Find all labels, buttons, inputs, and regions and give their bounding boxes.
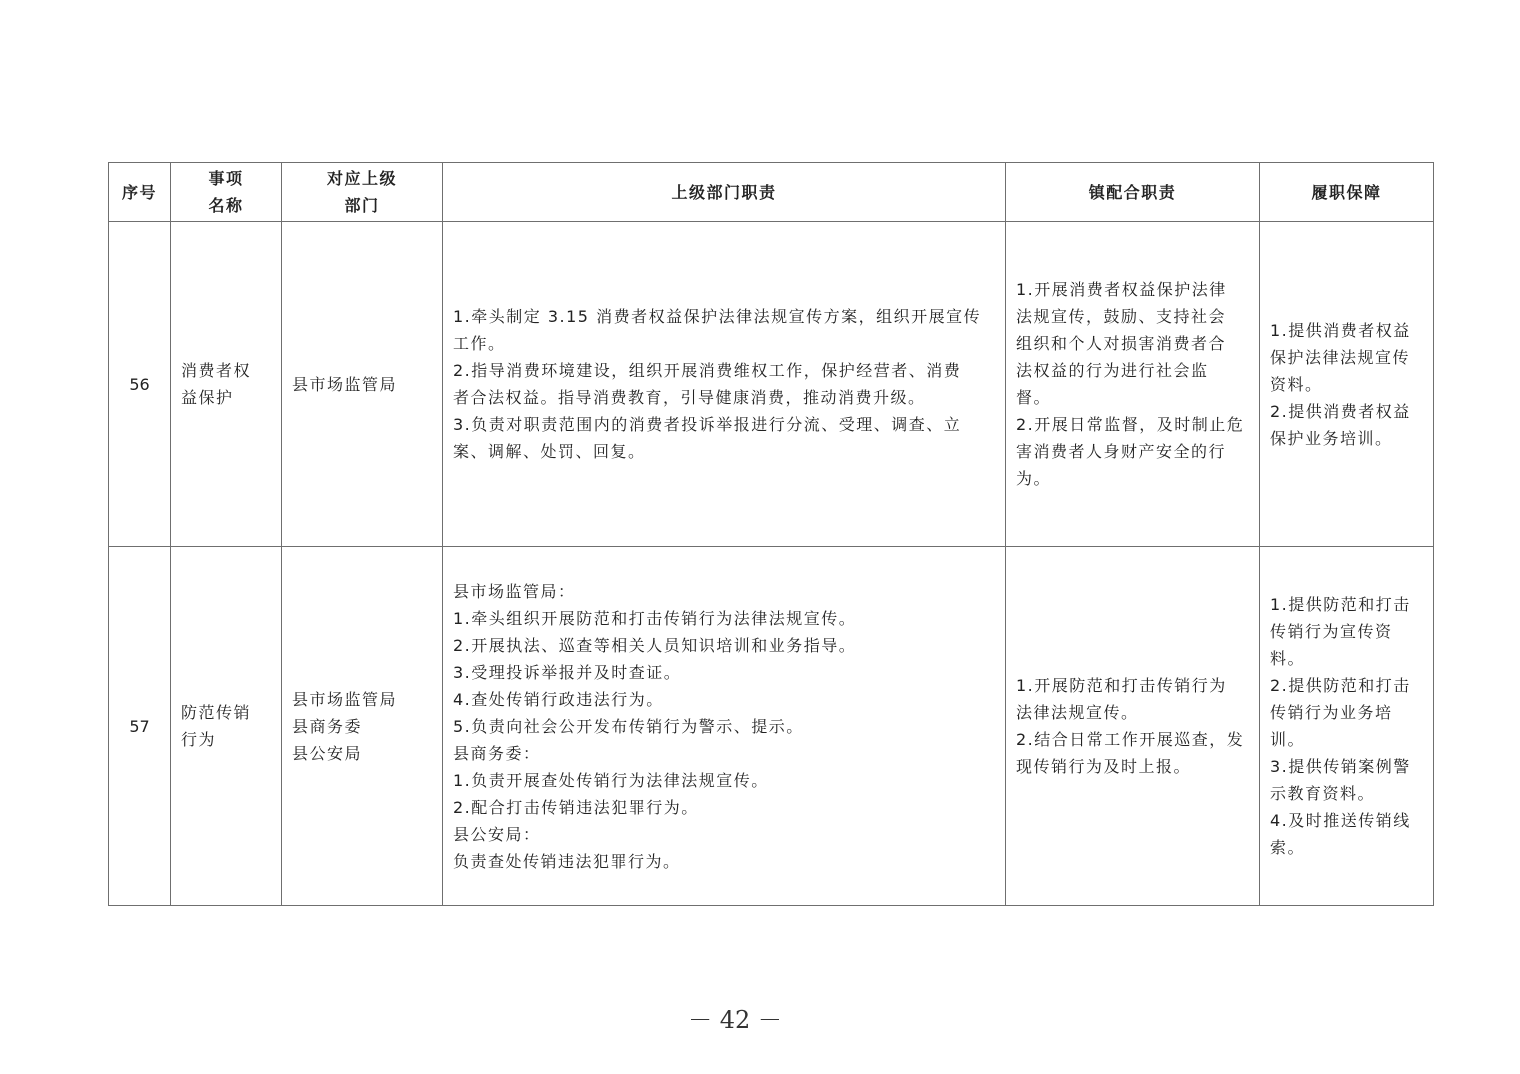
- guarantee-line: 传销行为业务培: [1270, 703, 1393, 722]
- header-item-name-line: 事项: [208, 169, 244, 188]
- row-guarantee: [1260, 547, 1434, 906]
- row-serial-number: 56: [109, 222, 171, 547]
- guarantee-line: 3.提供传销案例警: [1270, 757, 1411, 776]
- duty-line: 5.负责向社会公开发布传销行为警示、提示。: [453, 716, 804, 736]
- duty-line: 2.开展执法、巡查等相关人员知识培训和业务指导。: [453, 635, 857, 655]
- table-row: [109, 547, 1434, 906]
- header-guarantee: 履职保障: [1260, 163, 1434, 222]
- row-item-name: [171, 547, 282, 906]
- item-name-line: 行为: [181, 730, 217, 749]
- header-upper-department-line: 部门: [344, 196, 380, 215]
- duty-line: 4.查处传销行政违法行为。: [453, 689, 664, 709]
- duty-line: 1.牵头组织开展防范和打击传销行为法律法规宣传。: [453, 608, 857, 628]
- guarantee-line: 料。: [1270, 649, 1306, 668]
- duty-line: 1.牵头制定 3.15 消费者权益保护法律法规宣传方案，组织开展宣传: [453, 307, 982, 326]
- row-town-duties: [1006, 547, 1260, 906]
- town-duty-line: 法律法规宣传。: [1016, 703, 1139, 722]
- header-upper-department-line: 对应上级: [326, 169, 397, 188]
- department-line: 县公安局: [292, 743, 363, 763]
- row-upper-duties: [443, 547, 1006, 906]
- town-duty-line: 现传销行为及时上报。: [1016, 757, 1192, 776]
- town-duty-line: 为。: [1016, 469, 1052, 488]
- header-serial-number: 序号: [109, 163, 171, 222]
- header-upper-duties: 上级部门职责: [443, 163, 1006, 222]
- item-name-line: 消费者权: [181, 361, 252, 380]
- guarantee-line: 2.提供消费者权益: [1270, 401, 1411, 421]
- table-header-row: [109, 163, 1434, 222]
- row-upper-duties: [443, 222, 1006, 547]
- guarantee-line: 2.提供防范和打击: [1270, 676, 1411, 695]
- town-duty-line: 组织和个人对损害消费者合: [1016, 334, 1227, 353]
- row-guarantee: [1260, 222, 1434, 547]
- guarantee-line: 1.提供防范和打击: [1270, 595, 1411, 614]
- duty-line: 2.指导消费环境建设，组织开展消费维权工作，保护经营者、消费: [453, 361, 962, 380]
- duty-line: 县公安局：: [453, 824, 541, 844]
- department-line: 县市场监管局: [292, 374, 398, 394]
- header-item-name-line: 名称: [208, 196, 244, 215]
- duty-line: 负责查处传销违法犯罪行为。: [453, 851, 681, 871]
- guarantee-line: 4.及时推送传销线: [1270, 811, 1411, 830]
- row-upper-department: [282, 547, 443, 906]
- guarantee-line: 保护法律法规宣传: [1270, 347, 1411, 367]
- row-town-duties: [1006, 222, 1260, 547]
- duty-line: 县商务委：: [453, 743, 541, 763]
- header-town-duties: 镇配合职责: [1006, 163, 1260, 222]
- item-name-line: 防范传销: [181, 703, 252, 722]
- header-upper-department: [282, 163, 443, 222]
- duty-line: 工作。: [453, 334, 506, 353]
- town-duty-line: 1.开展防范和打击传销行为: [1016, 676, 1227, 695]
- duty-line: 案、调解、处罚、回复。: [453, 442, 646, 461]
- guarantee-line: 示教育资料。: [1270, 784, 1376, 803]
- duty-line: 者合法权益。指导消费教育，引导健康消费，推动消费升级。: [453, 388, 926, 407]
- row-serial-number: 57: [109, 547, 171, 906]
- department-line: 县市场监管局: [292, 689, 398, 709]
- guarantee-line: 训。: [1270, 730, 1306, 749]
- page-number: － 42 －: [688, 1006, 782, 1034]
- town-duty-line: 法权益的行为进行社会监: [1016, 361, 1209, 380]
- row-upper-department: [282, 222, 443, 547]
- town-duty-line: 法规宣传，鼓励、支持社会: [1016, 307, 1227, 326]
- duty-line: 3.受理投诉举报并及时查证。: [453, 662, 682, 682]
- town-duty-line: 2.开展日常监督，及时制止危: [1016, 415, 1245, 434]
- guarantee-line: 资料。: [1270, 374, 1323, 394]
- header-item-name: [171, 163, 282, 222]
- guarantee-line: 索。: [1270, 838, 1306, 857]
- duty-line: 1.负责开展查处传销行为法律法规宣传。: [453, 770, 769, 790]
- item-name-line: 益保护: [181, 388, 234, 407]
- department-line: 县商务委: [292, 716, 363, 736]
- duty-line: 3.负责对职责范围内的消费者投诉举报进行分流、受理、调查、立: [453, 415, 962, 434]
- table-row: [109, 222, 1434, 547]
- duty-table: [108, 162, 1434, 906]
- town-duty-line: 督。: [1016, 388, 1052, 407]
- row-item-name: [171, 222, 282, 547]
- guarantee-line: 1.提供消费者权益: [1270, 320, 1411, 340]
- duty-line: 2.配合打击传销违法犯罪行为。: [453, 797, 699, 817]
- town-duty-line: 2.结合日常工作开展巡查，发: [1016, 730, 1245, 749]
- town-duty-line: 害消费者人身财产安全的行: [1016, 442, 1227, 461]
- guarantee-line: 传销行为宣传资: [1270, 622, 1393, 641]
- town-duty-line: 1.开展消费者权益保护法律: [1016, 280, 1227, 299]
- duty-line: 县市场监管局：: [453, 581, 576, 601]
- guarantee-line: 保护业务培训。: [1270, 428, 1393, 448]
